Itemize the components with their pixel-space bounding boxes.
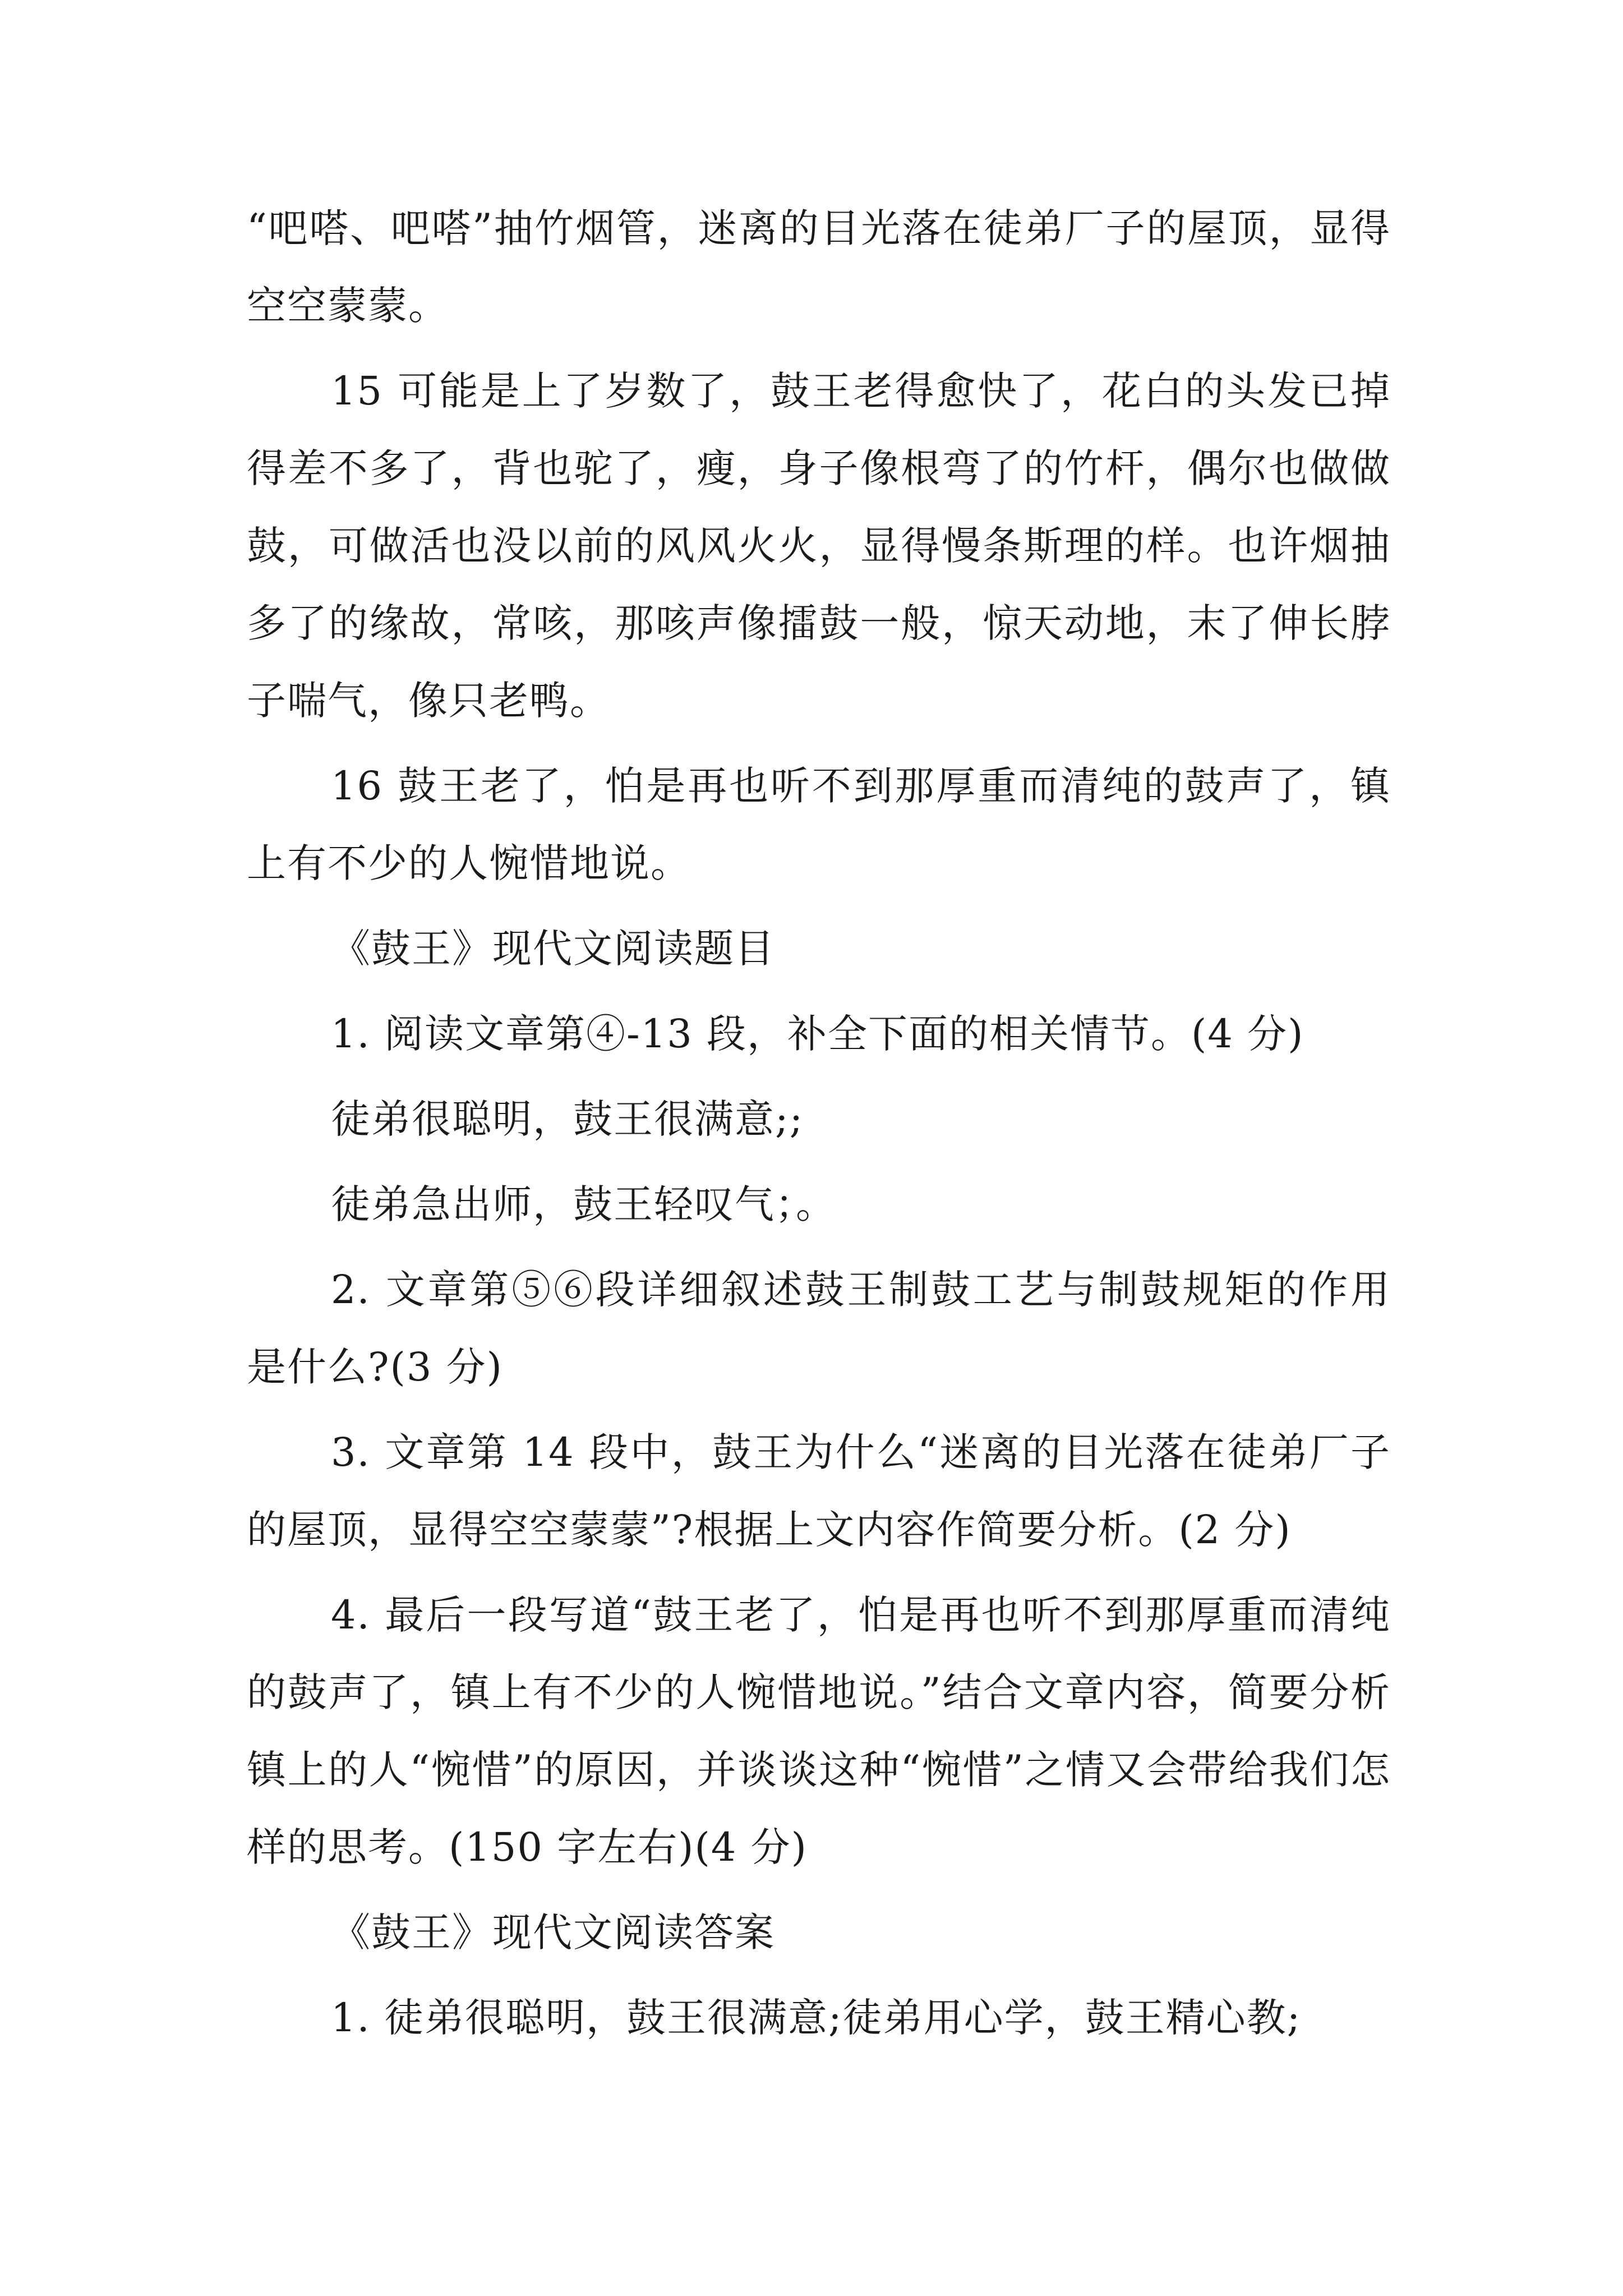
answer-1: 1. 徒弟很聪明，鼓王很满意;徒弟用心学，鼓王精心教; (331, 1995, 1302, 2041)
question-2: 2. 文章第⑤⑥段详细叙述鼓王制鼓工艺与制鼓规矩的作用是什么?(3 分) (247, 1267, 1391, 1390)
question-3: 3. 文章第 14 段中，鼓王为什么“迷离的目光落在徒弟厂子的屋顶，显得空空蒙蒙”?根据上文内容作简要分析。(2 分) (247, 1429, 1391, 1553)
paragraph-15: 15 可能是上了岁数了，鼓王老得愈快了，花白的头发已掉得差不多了，背也驼了，瘦，身子像根弯了的竹杆，偶尔也做做鼓，可做活也没以前的风风火火，显得慢条斯理的样。也许烟抽多了的缘故，常咳，那咳声像擂鼓一般，惊天动地，末了伸长脖子喘气，像只老鸭。 (247, 368, 1391, 724)
document-body (247, 190, 1391, 2064)
question-1-line-2: 徒弟急出师，鼓王轻叹气；。 (331, 1181, 836, 1227)
question-4: 4. 最后一段写道“鼓王老了，怕是再也听不到那厚重而清纯的鼓声了，镇上有不少的人惋惜地说。”结合文章内容，简要分析镇上的人“惋惜”的原因，并谈谈这种“惋惜”之情又会带给我们怎样的思考。(150 字左右)(4 分) (247, 1592, 1391, 1870)
paragraph-14-continuation: “吧嗒、吧嗒”抽竹烟管，迷离的目光落在徒弟厂子的屋顶，显得空空蒙蒙。 (247, 205, 1391, 329)
answers-heading: 《鼓王》现代文阅读答案 (331, 1910, 775, 1955)
questions-heading: 《鼓王》现代文阅读题目 (331, 926, 775, 972)
paragraph-16: 16 鼓王老了，怕是再也听不到那厚重而清纯的鼓声了，镇上有不少的人惋惜地说。 (247, 763, 1391, 886)
question-1: 1. 阅读文章第④-13 段，补全下面的相关情节。(4 分) (331, 1011, 1304, 1057)
question-1-line-1: 徒弟很聪明，鼓王很满意;; (331, 1096, 804, 1142)
